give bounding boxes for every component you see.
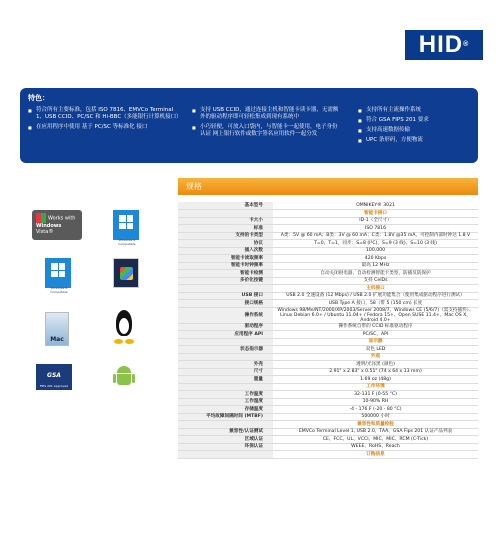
spec-row <box>178 323 478 331</box>
spec-value: A类：5V @ 60 mA；B类：3V @ 60 mA；C类：1.8V @35 mA，可控制内部时钟达 1.8 V <box>273 232 478 240</box>
spec-title: 规格 <box>178 178 478 195</box>
spec-key: 基本型号 <box>178 202 273 210</box>
spec-row <box>178 300 478 308</box>
spec-key: 操作系统 <box>178 307 273 323</box>
spec-section-row <box>178 421 478 429</box>
spec-value: 500000 小时 <box>273 413 478 421</box>
spec-row <box>178 225 478 233</box>
feature-item: ■ UPC 条形码，方便物流 <box>358 137 470 144</box>
spec-row <box>178 361 478 369</box>
spec-key <box>178 353 273 361</box>
linux-tux-icon <box>113 310 135 344</box>
spec-key: 多价化按键 <box>178 277 273 285</box>
spec-key <box>178 451 273 459</box>
feature-item: ■ 支持 USB CCID，通过连接主机和智能卡读卡器，无需额外的驱动程序即可轻松集成到现有系统中 <box>192 107 340 121</box>
spec-row <box>178 428 478 436</box>
spec-section-row <box>178 451 478 459</box>
spec-key: 环保认证 <box>178 443 273 451</box>
spec-value: 100,000 <box>273 247 478 255</box>
spec-value: 最高 12 MHz <box>273 262 478 270</box>
spec-value: 1.69 oz (48g) <box>273 376 478 384</box>
features-title: 特色： <box>28 94 49 102</box>
spec-row <box>178 202 478 210</box>
spec-key: 区域认证 <box>178 436 273 444</box>
spec-value: 10-90% RH <box>273 398 478 406</box>
spec-row <box>178 413 478 421</box>
hid-logo: HID® <box>405 30 483 60</box>
spec-key: 标准 <box>178 225 273 233</box>
spec-section-row <box>178 383 478 391</box>
spec-row <box>178 346 478 354</box>
spec-value: 2.91" x 2.83" x 0.51" (74 x 64 x 13 mm) <box>273 368 478 376</box>
spec-row <box>178 292 478 300</box>
spec-value: OMNIKEY® 3021 <box>273 202 478 210</box>
spec-section-row <box>178 338 478 346</box>
spec-table <box>178 202 478 459</box>
spec-key <box>178 210 273 218</box>
spec-value: 订购信息 <box>273 451 478 459</box>
spec-row <box>178 277 478 285</box>
feature-item: ■ 支持高速数据传输 <box>358 127 470 134</box>
spec-key: 智能卡读取频率 <box>178 255 273 263</box>
spec-row <box>178 398 478 406</box>
windows-7-badge-icon <box>113 258 139 288</box>
spec-key: 重量 <box>178 376 273 384</box>
spec-value: WEEE、RoHS、Reach <box>273 443 478 451</box>
spec-value: T=0、T=1，同步：S=8 (I²C)、S=9 (3 线)、S=10 (3 线) <box>273 240 478 248</box>
spec-section-row <box>178 210 478 218</box>
spec-row <box>178 270 478 278</box>
spec-value: 显示器 <box>273 338 478 346</box>
spec-value: PC/SC，API <box>273 331 478 339</box>
spec-key: 应用程序 API <box>178 331 273 339</box>
spec-value: 420 Kbps <box>273 255 478 263</box>
spec-value: 自动关闭供电器，自动检测智能卡类型，防插反防保护 <box>273 270 478 278</box>
spec-value: 支持 CeIDs <box>273 277 478 285</box>
spec-value: 双色 LED <box>273 346 478 354</box>
spec-value: 主机接口 <box>273 285 478 293</box>
spec-row <box>178 217 478 225</box>
spec-value: CE、FCC、UL、VCCI、MIC、MIC、RCM (C-Tick) <box>273 436 478 444</box>
spec-value: 智能卡接口 <box>273 210 478 218</box>
features-column-2 <box>180 107 340 147</box>
mac-icon: Mac <box>45 312 69 346</box>
spec-key <box>178 421 273 429</box>
spec-key: 尺寸 <box>178 368 273 376</box>
feature-item: ■ 符合 GSA FIPS 201 要求 <box>358 117 470 124</box>
spec-key: 平均故障间隔时间 (MTBF) <box>178 413 273 421</box>
spec-key: 接口规格 <box>178 300 273 308</box>
spec-key: 插入次数 <box>178 247 273 255</box>
spec-value: USB 2.0 全速设备 (12 Mbps) / USB 2.0 扩展功能集合（使用集成驱动程序进行测试） <box>273 292 478 300</box>
spec-key: 存储温度 <box>178 406 273 414</box>
spec-key: 驱动程序 <box>178 323 273 331</box>
spec-row <box>178 240 478 248</box>
spec-key <box>178 338 273 346</box>
feature-item: ■ 支持所有主流操作系统 <box>358 107 470 114</box>
spec-value: ID-1（全尺寸） <box>273 217 478 225</box>
features-panel <box>20 88 478 163</box>
spec-row <box>178 376 478 384</box>
spec-value: EMVCo Terminal Level 1, USB 2.0、TAA、GSA Fips 201 认证产品列表 <box>273 428 478 436</box>
features-column-3 <box>340 107 470 147</box>
spec-row <box>178 391 478 399</box>
spec-row <box>178 307 478 323</box>
spec-key: 状态指示器 <box>178 346 273 354</box>
spec-value: USB Type A 接口，58（带 5 (150 cm) 长度 <box>273 300 478 308</box>
spec-value: ISO 7816 <box>273 225 478 233</box>
windows-8-badge-icon: Windows 8 Compatible <box>45 258 71 288</box>
feature-item: ■ 在应用程序中使用 基于 PC/SC 等标准化 接口 <box>28 124 180 131</box>
spec-row <box>178 443 478 451</box>
spec-section-row <box>178 285 478 293</box>
spec-value: 外观 <box>273 353 478 361</box>
windows-vista-badge-icon: Works with Windows Vista® <box>32 210 82 240</box>
spec-section-row <box>178 353 478 361</box>
spec-row <box>178 436 478 444</box>
spec-key: 协议 <box>178 240 273 248</box>
spec-key: USB 接口 <box>178 292 273 300</box>
spec-key: 智能卡时钟频率 <box>178 262 273 270</box>
spec-row <box>178 406 478 414</box>
windows-8-badge-icon: Windows 8 Compatible <box>113 210 139 240</box>
spec-row <box>178 247 478 255</box>
spec-row <box>178 232 478 240</box>
spec-value: Windows 98/Me/NT/2000/XP/2003/Server 2008/7、Windows CE (5/6/7)（需支持插件）、Linux Debian 6.0+ / Ubuntu 11.04+ / Fedora 15+、Open SUSE 11.4+、Mac OS X、Android 4.0+ <box>273 307 478 323</box>
spec-row <box>178 262 478 270</box>
spec-value: 兼容性和质量检验 <box>273 421 478 429</box>
spec-key: 兼容性/认证测试 <box>178 428 273 436</box>
spec-key: 外壳 <box>178 361 273 369</box>
spec-row <box>178 255 478 263</box>
spec-value: 透明/光泽黑 (颜色) <box>273 361 478 369</box>
spec-value: -4 - 176 F (-20 - 80 °C) <box>273 406 478 414</box>
spec-key: 工作湿度 <box>178 398 273 406</box>
spec-key: 支持的卡类型 <box>178 232 273 240</box>
spec-value: 工作环境 <box>273 383 478 391</box>
feature-item: ■ 小巧轻便，可放入口袋内，与智能卡一起使用，电子身份认证 网上银行软件或数字签名应用软件一起分发 <box>192 124 340 138</box>
spec-value: 操作系统自带的 CCID 标准驱动程序 <box>273 323 478 331</box>
spec-key <box>178 285 273 293</box>
spec-key: 智能卡检测 <box>178 270 273 278</box>
android-icon <box>115 366 133 390</box>
spec-key: 卡大小 <box>178 217 273 225</box>
spec-row <box>178 368 478 376</box>
spec-row <box>178 331 478 339</box>
spec-key <box>178 383 273 391</box>
features-column-1 <box>28 107 180 147</box>
feature-item: ■ 符合所有主要标准，包括 ISO 7816、EMVCo Terminal 1、USB CCID、PC/SC 和 Hi-BBC（多能银行计算机接口） <box>28 107 180 121</box>
gsa-badge-icon: GSA FIPS 201 Approved <box>36 364 72 390</box>
spec-value: 32-131 F (0-55 °C) <box>273 391 478 399</box>
spec-key: 工作温度 <box>178 391 273 399</box>
